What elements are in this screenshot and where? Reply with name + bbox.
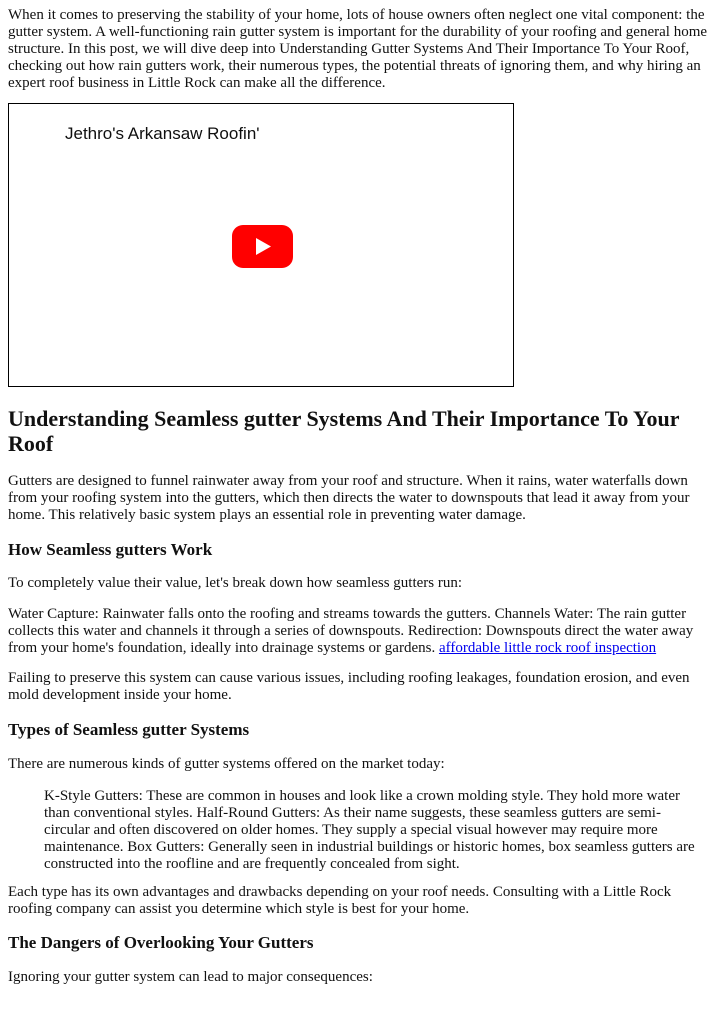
intro-paragraph: When it comes to preserving the stability of your home, lots of house owners often neglect one vital component: the gutter system. A well-functioning rain gutter system is important for the durability of your roofing and general home structure. In this post, we will dive deep into Understanding Gutter Systems And Their Importance To Your Roof, checking out how rain gutters work, their numerous types, the potential threats of ignoring them, and why hiring an expert roof business in Little Rock can make all the difference. bbox=[8, 7, 708, 91]
section-heading-dangers: The Dangers of Overlooking Your Gutters bbox=[8, 933, 314, 952]
section-heading-understanding: Understanding Seamless gutter Systems And Their Importance To Your Roof bbox=[8, 406, 680, 456]
section-paragraph-types-after: Each type has its own advantages and drawbacks depending on your roof needs. Consulting with a Little Rock roofing company can assist you determine which style is best for your home. bbox=[8, 884, 672, 917]
section-lead-dangers: Ignoring your gutter system can lead to major consequences: bbox=[8, 969, 373, 985]
video-title[interactable]: Jethro's Arkansaw Roofin' bbox=[65, 124, 260, 143]
section-paragraph-how-work bbox=[8, 606, 714, 657]
gutter-types-blockquote: K-Style Gutters: These are common in houses and look like a crown molding style. They hold more water than conventional styles. Half-Round Gutters: As their name suggests, these seamless gutters are semi-circular and often discovered on older homes. They supply a special visual however may require more maintenance. Box Gutters: Generally seen in industrial buildings or historic homes, box seamless gutters are constructed into the roofline and are frequently concealed from sight. bbox=[44, 788, 695, 872]
how-work-text: Water Capture: Rainwater falls onto the roofing and streams towards the gutters. Channels Water: The rain gutter collects this water and channels it through a series of downspouts. Redirection: Downspouts direct the water away from your home's foundation, ideally into drainage systems or gardens. bbox=[8, 606, 694, 656]
section-lead-how-work: To completely value their value, let's break down how seamless gutters run: bbox=[8, 575, 463, 591]
roof-inspection-link[interactable]: affordable little rock roof inspection bbox=[438, 640, 657, 656]
section-lead-types: There are numerous kinds of gutter systems offered on the market today: bbox=[8, 756, 445, 772]
section-paragraph-understanding: Gutters are designed to funnel rainwater away from your roof and structure. When it rains, water waterfalls down from your roofing system into the gutters, which then directs the water to downspouts that lead it away from your home. This relatively basic system plays an essential role in preventing water damage. bbox=[8, 473, 690, 523]
section-heading-types: Types of Seamless gutter Systems bbox=[8, 720, 250, 739]
play-button-graphic bbox=[232, 225, 293, 268]
section-paragraph-failing: Failing to preserve this system can cause various issues, including roofing leakages, foundation erosion, and even mold development inside your home. bbox=[8, 670, 690, 703]
video-embed[interactable] bbox=[8, 103, 514, 387]
section-heading-how-work: How Seamless gutters Work bbox=[8, 540, 213, 559]
youtube-play-icon[interactable] bbox=[232, 225, 293, 268]
